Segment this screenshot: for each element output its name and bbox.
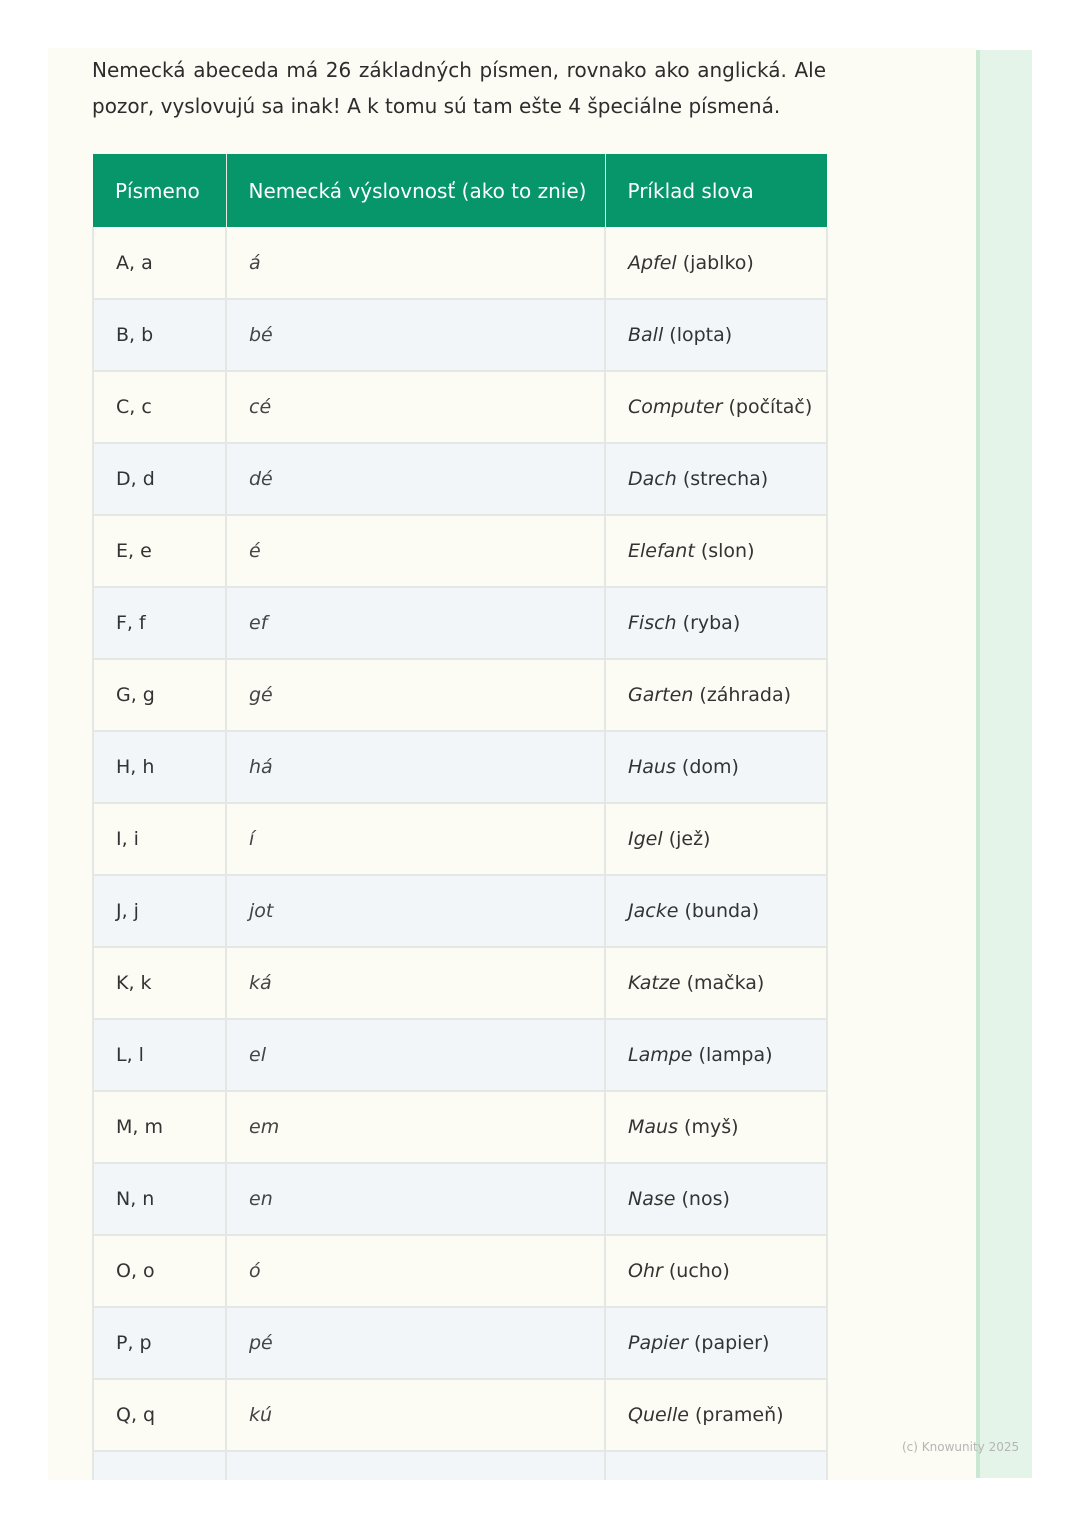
pronunciation-cell: é bbox=[226, 515, 605, 587]
pronunciation-cell: kú bbox=[226, 1379, 605, 1451]
example-word: Papier bbox=[628, 1332, 688, 1354]
example-meaning: (prameň) bbox=[694, 1404, 784, 1426]
table-body bbox=[93, 227, 827, 1480]
example-cell bbox=[605, 1379, 827, 1451]
header-letter: Písmeno bbox=[93, 154, 226, 227]
table-row bbox=[93, 803, 827, 875]
example-cell bbox=[605, 443, 827, 515]
pronunciation-cell: á bbox=[226, 227, 605, 299]
letter-cell: M, m bbox=[93, 1091, 226, 1163]
example-word: Katze bbox=[628, 972, 681, 994]
pronunciation-cell: dé bbox=[226, 443, 605, 515]
table-row bbox=[93, 1451, 827, 1480]
example-word: Fisch bbox=[628, 612, 677, 634]
pronunciation-cell: ef bbox=[226, 587, 605, 659]
example-meaning: (bunda) bbox=[684, 900, 760, 922]
example-meaning: (záhrada) bbox=[699, 684, 792, 706]
alphabet-table-container bbox=[92, 154, 826, 1480]
example-cell bbox=[605, 1235, 827, 1307]
example-cell bbox=[605, 587, 827, 659]
example-cell bbox=[605, 1163, 827, 1235]
letter-cell: H, h bbox=[93, 731, 226, 803]
example-cell bbox=[605, 515, 827, 587]
example-word: Ball bbox=[628, 324, 664, 346]
letter-cell: P, p bbox=[93, 1307, 226, 1379]
table-row bbox=[93, 1019, 827, 1091]
example-meaning: (ryba) bbox=[682, 612, 741, 634]
example-word: Haus bbox=[628, 756, 676, 778]
example-meaning: (ucho) bbox=[668, 1260, 730, 1282]
example-meaning: (jablko) bbox=[682, 251, 754, 274]
pronunciation-cell: el bbox=[226, 1019, 605, 1091]
header-pronunciation: Nemecká výslovnosť (ako to znie) bbox=[226, 154, 605, 227]
example-word: Ohr bbox=[628, 1260, 663, 1282]
letter-cell: D, d bbox=[93, 443, 226, 515]
example-meaning: (lopta) bbox=[669, 324, 733, 346]
example-meaning: (slon) bbox=[700, 540, 755, 562]
pronunciation-cell: há bbox=[226, 731, 605, 803]
table-row bbox=[93, 227, 827, 299]
example-cell bbox=[605, 1451, 827, 1480]
intro-paragraph: Nemecká abeceda má 26 základných písmen, rovnako ako anglická. Ale pozor, vyslovujú sa inak! A k tomu sú tam ešte 4 špeciálne písmená. bbox=[92, 58, 826, 118]
example-cell bbox=[605, 875, 827, 947]
example-meaning: (dom) bbox=[681, 756, 739, 778]
example-word: Elefant bbox=[628, 540, 695, 562]
alphabet-table bbox=[92, 154, 828, 1480]
letter-cell: N, n bbox=[93, 1163, 226, 1235]
pronunciation-cell bbox=[226, 1451, 605, 1480]
pronunciation-cell: pé bbox=[226, 1307, 605, 1379]
table-row bbox=[93, 299, 827, 371]
table-row bbox=[93, 947, 827, 1019]
pronunciation-cell: cé bbox=[226, 371, 605, 443]
letter-cell: O, o bbox=[93, 1235, 226, 1307]
table-row bbox=[93, 731, 827, 803]
letter-cell: K, k bbox=[93, 947, 226, 1019]
letter-cell: B, b bbox=[93, 299, 226, 371]
table-row bbox=[93, 659, 827, 731]
table-row bbox=[93, 515, 827, 587]
example-word: Apfel bbox=[628, 251, 677, 274]
example-cell bbox=[605, 299, 827, 371]
example-cell bbox=[605, 731, 827, 803]
pronunciation-cell: jot bbox=[226, 875, 605, 947]
example-meaning: (mačka) bbox=[686, 972, 765, 994]
letter-cell: Q, q bbox=[93, 1379, 226, 1451]
table-row bbox=[93, 371, 827, 443]
example-meaning: (myš) bbox=[684, 1116, 739, 1138]
pronunciation-cell: bé bbox=[226, 299, 605, 371]
letter-cell: I, i bbox=[93, 803, 226, 875]
example-word: Computer bbox=[628, 396, 723, 418]
letter-cell: G, g bbox=[93, 659, 226, 731]
table-row bbox=[93, 1163, 827, 1235]
letter-cell: J, j bbox=[93, 875, 226, 947]
example-cell bbox=[605, 659, 827, 731]
example-cell bbox=[605, 803, 827, 875]
example-word: Maus bbox=[628, 1116, 678, 1138]
example-word: Quelle bbox=[628, 1404, 689, 1426]
example-meaning: (počítač) bbox=[728, 396, 813, 418]
example-word: Lampe bbox=[628, 1044, 693, 1066]
letter-cell bbox=[93, 1451, 226, 1480]
example-cell bbox=[605, 227, 827, 299]
letter-cell: C, c bbox=[93, 371, 226, 443]
pronunciation-cell: ó bbox=[226, 1235, 605, 1307]
example-word: Jacke bbox=[628, 900, 679, 922]
example-meaning: (nos) bbox=[681, 1188, 730, 1210]
example-meaning: (jež) bbox=[668, 828, 711, 850]
example-word: Dach bbox=[628, 468, 677, 490]
side-panel bbox=[976, 50, 1032, 1478]
table-row bbox=[93, 1091, 827, 1163]
pronunciation-cell: gé bbox=[226, 659, 605, 731]
example-meaning: (strecha) bbox=[682, 468, 769, 490]
pronunciation-cell: en bbox=[226, 1163, 605, 1235]
pronunciation-cell: em bbox=[226, 1091, 605, 1163]
table-row bbox=[93, 1307, 827, 1379]
table-row bbox=[93, 1379, 827, 1451]
letter-cell: A, a bbox=[93, 227, 226, 299]
letter-cell: E, e bbox=[93, 515, 226, 587]
example-cell bbox=[605, 371, 827, 443]
pronunciation-cell: í bbox=[226, 803, 605, 875]
table-row bbox=[93, 587, 827, 659]
example-cell bbox=[605, 1091, 827, 1163]
table-row bbox=[93, 1235, 827, 1307]
example-cell bbox=[605, 1019, 827, 1091]
table-row bbox=[93, 443, 827, 515]
example-cell bbox=[605, 1307, 827, 1379]
letter-cell: L, l bbox=[93, 1019, 226, 1091]
table-row bbox=[93, 875, 827, 947]
example-word: Garten bbox=[628, 684, 694, 706]
copyright-notice: (c) Knowunity 2025 bbox=[902, 1440, 1020, 1454]
table-header-row bbox=[93, 154, 827, 227]
letter-cell: F, f bbox=[93, 587, 226, 659]
example-word: Igel bbox=[628, 828, 663, 850]
document-page bbox=[48, 48, 976, 1480]
example-word: Nase bbox=[628, 1188, 676, 1210]
example-meaning: (papier) bbox=[694, 1332, 770, 1354]
pronunciation-cell: ká bbox=[226, 947, 605, 1019]
example-cell bbox=[605, 947, 827, 1019]
header-example: Príklad slova bbox=[605, 154, 827, 227]
example-meaning: (lampa) bbox=[698, 1044, 773, 1066]
